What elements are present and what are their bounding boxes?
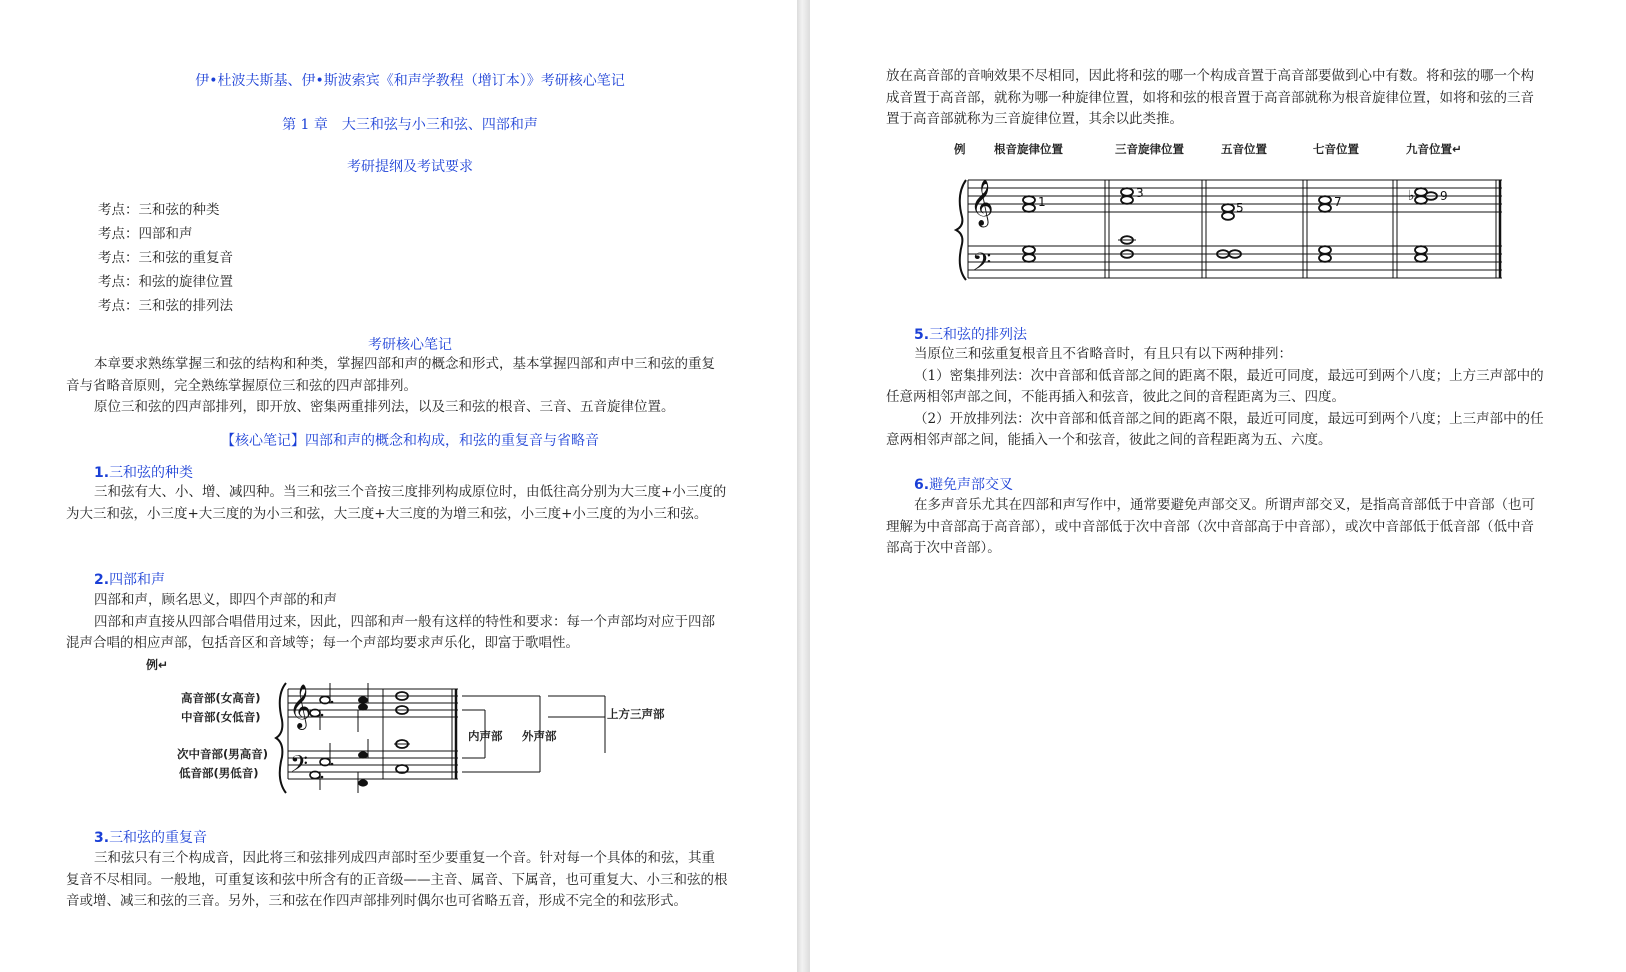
section-5-paragraph-2: （1）密集排列法：次中音部和低音部之间的距离不限，最近可同度，最远可到两个八度；上方三声部中的任意两相邻声部之间，不能再插入和弦音，彼此之间的音程距离为三、四度。 [886,367,1544,405]
label-root-position: 根音旋律位置 [994,142,1063,156]
figure-2-example-label: 例 [954,142,966,156]
section-5-paragraph-1: 当原位三和弦重复根音且不省略音时，有且只有以下两种排列： [914,346,1292,362]
exam-point: 考点：和弦的旋律位置 [98,274,233,290]
section-6-body: 在多声音乐尤其在四部和声写作中，通常要避免声部交叉。所谓声部交叉，是指高音部低于中音部（也可理解为中音部高于高音部），或中音部低于次中音部（次中音部高于中音部），或次中音部低于低音部（低中音部高于次中音部）。 [886,497,1535,556]
svg-text:♭: ♭ [1408,188,1415,204]
section-2-paragraph-2: 四部和声直接从四部合唱借用过来，因此，四部和声一般有这样的特性和要求：每一个声部均对应于四部混声合唱的相应声部，包括音区和音域等；每一个声部均要求声乐化，即富于歌唱性。 [66,613,715,651]
svg-text:𝄞: 𝄞 [289,684,312,728]
page-gutter [797,0,810,972]
label-soprano: 高音部(女高音) [181,691,261,705]
section-5-heading: 5.三和弦的排列法 [914,327,1028,343]
section-5-paragraph-3: （2）开放排列法：次中音部和低音部之间的距离不限，最近可同度，最远可到两个八度；上三声部中的任意两相邻声部之间，能插入一个和弦音，彼此之间的音程距离为五、六度。 [886,410,1544,448]
section-2-body [66,590,728,655]
svg-text:𝄢: 𝄢 [290,750,309,783]
intro-paragraphs [66,354,728,419]
svg-text:𝄞: 𝄞 [970,180,994,226]
four-part-score-figure [270,675,680,800]
section-3-body: 三和弦只有三个构成音，因此将三和弦排列成四声部时至少要重复一个音。针对每一个具体的和弦，其重复音不尽相同。一般地，可重复该和弦中所含有的正音级——主音、属音、下属音，也可重复大、小三和弦的根音或增、减三和弦的三音。另外，三和弦在作四声部排列时偶尔也可省略五音，形成不完全的和弦形式。 [66,850,728,909]
label-fifth-position: 五音位置 [1221,142,1267,156]
section-3-heading: 3.三和弦的重复音 [94,830,208,846]
section-2-heading: 2.四部和声 [94,572,166,588]
core-section-title: 【核心笔记】四部和声的概念和构成，和弦的重复音与省略音 [221,433,599,449]
chapter-title: 第 1 章 大三和弦与小三和弦、四部和声 [282,117,538,133]
section-1-body: 三和弦有大、小、增、减四种。当三和弦三个音按三度排列构成原位时，由低往高分别为大三度+小三度的为大三和弦，小三度+大三度的为小三和弦，大三度+大三度的为增三和弦，小三度+小三度的为小三和弦。 [66,484,727,522]
label-upper-three-voices: 上方三声部 [607,707,665,721]
label-alto: 中音部(女低音) [181,710,261,724]
section-5-body [886,344,1546,452]
section-2-paragraph-1: 四部和声，顾名思义，即四个声部的和声 [94,592,337,608]
position-number-7: 7 [1334,195,1342,209]
label-third-position: 三音旋律位置 [1115,142,1184,156]
exam-point: 考点：三和弦的重复音 [98,250,233,266]
label-outer-voices: 外声部 [522,729,557,743]
svg-text:𝄢: 𝄢 [972,248,992,283]
label-inner-voices: 内声部 [468,729,503,743]
label-bass: 低音部(男低音) [179,766,259,780]
melodic-position-score-figure [950,162,1510,287]
exam-points-list [98,198,233,318]
exam-point: 考点：三和弦的种类 [98,202,220,218]
intro-paragraph-2: 原位三和弦的四声部排列，即开放、密集两重排列法，以及三和弦的根音、三音、五音旋律位置。 [94,399,675,415]
document-title: 伊•杜波夫斯基、伊•斯波索宾《和声学教程（增订本）》考研核心笔记 [195,73,625,89]
section-6-heading: 6.避免声部交叉 [914,477,1014,493]
position-number-5: 5 [1236,201,1244,215]
figure-1-example-label: 例↵ [146,658,169,672]
position-number-3: 3 [1136,186,1144,200]
position-number-9: 9 [1440,189,1448,203]
core-notes-title: 考研核心笔记 [368,337,452,353]
document-page-left [0,0,797,972]
outline-title: 考研提纲及考试要求 [347,159,473,175]
section-1-heading: 1.三和弦的种类 [94,465,194,481]
label-tenor: 次中音部(男高音) [177,747,269,761]
position-number-1: 1 [1038,195,1046,209]
label-ninth-position: 九音位置↵ [1406,142,1462,156]
intro-paragraph-1: 本章要求熟练掌握三和弦的结构和种类，掌握四部和声的概念和形式，基本掌握四部和声中三和弦的重复音与省略音原则，完全熟练掌握原位三和弦的四声部排列。 [66,356,715,394]
document-page-right [810,0,1626,972]
exam-point: 考点：三和弦的排列法 [98,298,233,314]
exam-point: 考点：四部和声 [98,226,193,242]
label-seventh-position: 七音位置 [1313,142,1359,156]
melodic-position-paragraph: 放在高音部的音响效果不尽相同，因此将和弦的哪一个构成音置于高音部要做到心中有数。将和弦的哪一个构成音置于高音部，就称为哪一种旋律位置，如将和弦的根音置于高音部就称为根音旋律位置，如将和弦的三音置于高音部就称为三音旋律位置，其余以此类推。 [886,68,1534,127]
